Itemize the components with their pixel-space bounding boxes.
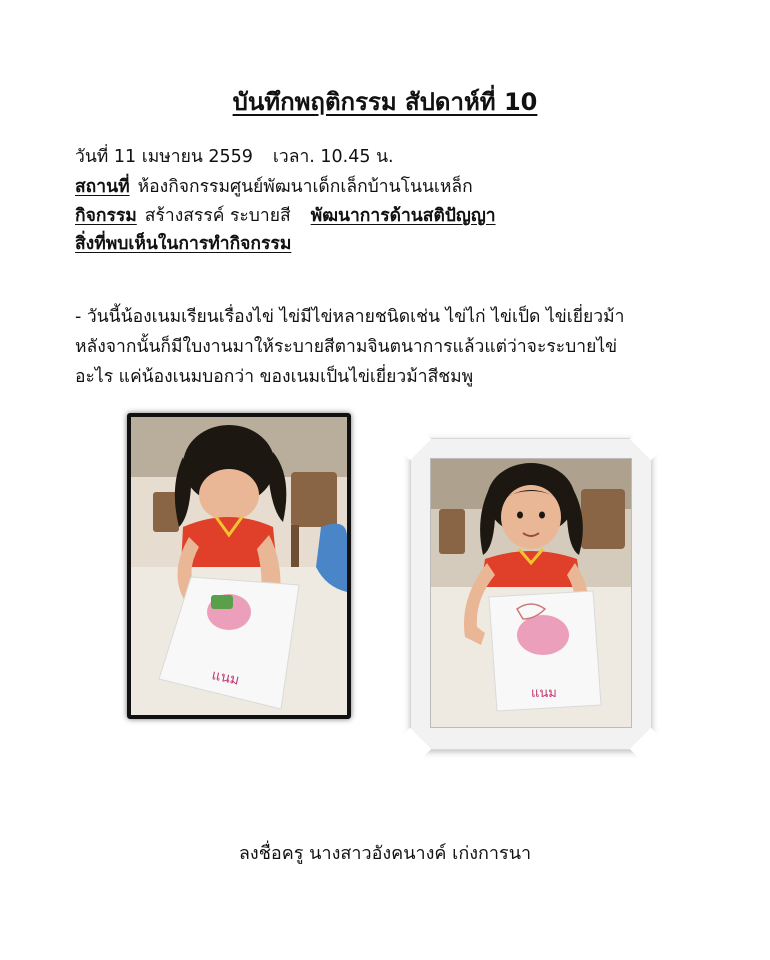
photo-2-paper-name: แนม [531,686,557,701]
development-label: พัฒนาการด้านสติปัญญา [310,206,496,226]
observation-line-1: - วันนี้น้องเนมเรียนเรื่องไข่ ไข่มีไข่หลายชนิดเช่น ไข่ไก่ ไข่เป็ด ไข่เยี่ยวม้า [75,307,625,327]
activity-value: สร้างสรรค์ ระบายสี [144,206,291,226]
activity-photo-1 [127,413,351,719]
observation-label: สิ่งที่พบเห็นในการทำกิจกรรม [75,234,292,254]
observation-line-2: หลังจากนั้นก็มีใบงานมาให้ระบายสีตามจินตนาการแล้วแต่ว่าจะระบายไข่ [75,337,618,357]
observation-heading-line [75,229,291,257]
photo-1-illustration [131,417,347,715]
activity-label: กิจกรรม [75,206,137,226]
teacher-signature: ลงชื่อครู นางสาวอังคนางค์ เก่งการนา [238,843,532,864]
time-text: เวลา. 10.45 น. [272,147,394,167]
place-line [75,172,473,200]
page-title: บันทึกพฤติกรรม สัปดาห์ที่ 10 [232,88,538,116]
place-value: ห้องกิจกรรมศูนย์พัฒนาเด็กเล็กบ้านโนนเหล็ก [137,177,473,197]
date-time-line [75,142,394,170]
place-label: สถานที่ [75,177,130,197]
activity-photo-2 [430,458,632,728]
observation-paragraph [75,302,705,392]
observation-line-3: อะไร แค่น้องเนมบอกว่า ของเนมเป็นไข่เยี่ยวม้าสีชมพู [75,367,474,387]
activity-line [75,201,496,229]
photo-2-illustration [431,459,631,727]
date-text: วันที่ 11 เมษายน 2559 [75,147,253,167]
photo-1-paper-name: แนม [210,667,241,689]
